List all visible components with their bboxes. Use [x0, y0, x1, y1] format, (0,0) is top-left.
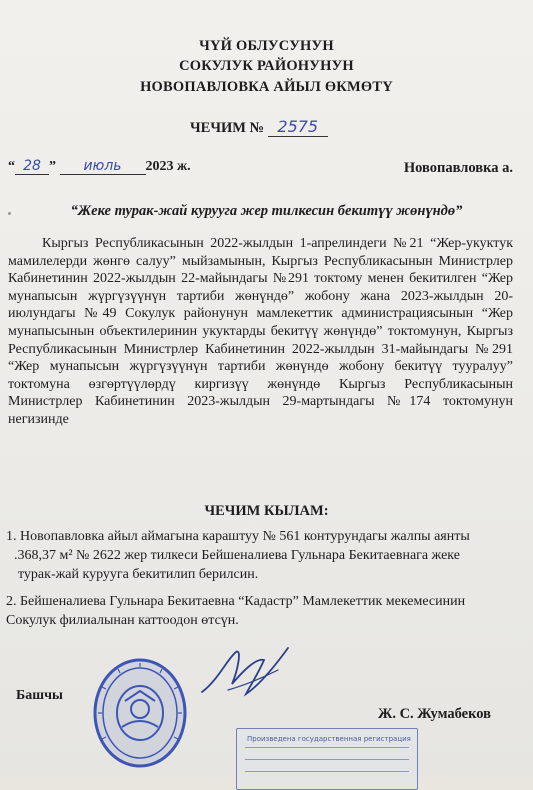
decision-number: 2575	[268, 117, 328, 137]
stamp-rule	[245, 759, 409, 760]
registration-stamp	[236, 728, 418, 790]
body-paragraph: Кыргыз Республикасынын 2022-жылдын 1-апрелиндеги №21 “Жер-укуктук мамилелерди жөнгө салуу” мыйзамынын, Кыргыз Республикасынын Министрлер Кабинетинин 2022-жылдын 22-майындагы №291 токтому менен бекитилген “Жер мунапысын жүргүзүүнүн тартиби жөнүндө” жобону жана 2023-жылдын 20-июлундагы №49 Сокулук районунун мамлекеттик администрациясынын “Жер мунапысынын объектилеринин укуктарды бекитүү жөнүндө” токтомунун, Кыргыз Республикасынын Министрлер Кабинетинин 2022-жылдын 31-майындагы №291 “Жер мунапысын жүргүзүүнүн тартиби жөнүндө жобону бекитүү тууралуу” токтомуна өзгөртүүлөрдү киргизүү жөнүндө Кыргыз Республикасынын Министрлер Кабинетинин 2023-жылдын 29-мартындагы №174 токтомунун негизинде	[8, 236, 513, 427]
signatory-name: Ж. С. Жумабеков	[378, 706, 492, 722]
header-region: ЧҮЙ ОБЛУСУНУН	[199, 38, 334, 54]
header-authority: НОВОПАВЛОВКА АЙЫЛ ӨКМӨТҮ	[140, 79, 393, 95]
item-1-line-3: турак-жай курууга бекитилип берилсин.	[18, 567, 259, 582]
list-item	[6, 527, 516, 584]
list-item	[6, 592, 516, 630]
date-day: 28	[15, 158, 49, 175]
stamp-text: Произведена государственная регистрация	[247, 735, 411, 743]
date-year: 2023 ж.	[145, 159, 191, 174]
place-name: Новопавловка а.	[403, 160, 513, 176]
decision-label: ЧЕЧИМ №	[190, 120, 265, 136]
signatory-label: Башчы	[16, 688, 63, 703]
item-2-line-2: Сокулук филиалынан каттоодон өтсүн.	[6, 613, 239, 628]
item-2-line-1: 2. Бейшеналиева Гульнара Бекитаевна “Кадастр” Мамлекеттик мекемесинин	[6, 594, 466, 609]
document-title: “Жеке турак-жай курууга жер тилкесин бекитүү жөнүндө”	[70, 203, 463, 219]
date-close-quote: ”	[49, 159, 56, 174]
date-open-quote: “	[8, 159, 15, 174]
stamp-rule	[245, 747, 409, 748]
date-month: июль	[60, 158, 146, 175]
item-1-line-2: .368,37 м² № 2622 жер тилкеси Бейшеналиева Гульнара Бекитаевнага жеке	[14, 548, 460, 563]
decision-number-line	[190, 117, 328, 137]
stamp-rule	[245, 771, 409, 772]
official-seal-icon	[92, 657, 188, 769]
item-1-line-1: 1. Новопавловка айыл аймагына караштуу № 561 контурундагы жалпы аянты	[6, 529, 470, 544]
signature-icon	[198, 640, 298, 710]
resolve-heading: ЧЕЧИМ КЫЛАМ:	[204, 503, 329, 519]
header-district: СОКУЛУК РАЙОНУНУН	[179, 58, 354, 74]
date-line	[8, 158, 191, 175]
